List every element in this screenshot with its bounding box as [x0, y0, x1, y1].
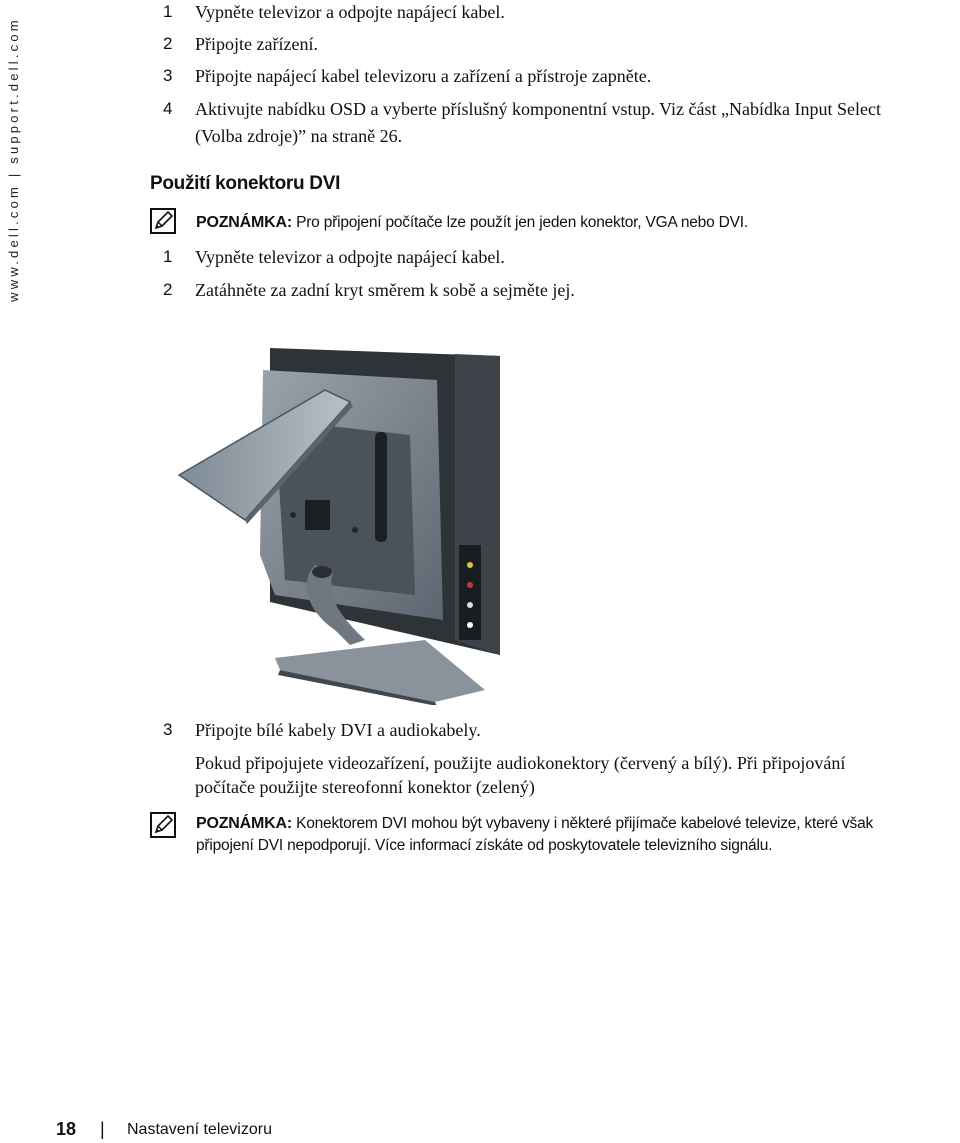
step-number: 1	[163, 2, 173, 21]
tv-back-cover-illustration	[175, 340, 510, 705]
step-text: Vypněte televizor a odpojte napájecí kabel.	[195, 2, 505, 22]
step-text: Aktivujte nabídku OSD a vyberte příslušný komponentní vstup. Viz část „Nabídka Input Select	[195, 99, 881, 119]
step-top-4-continuation: (Volba zdroje)” na straně 26.	[195, 126, 403, 146]
note-text: Konektorem DVI mohou být vybaveny i některé přijímače kabelové televize, které však	[296, 815, 874, 832]
step-text: Připojte zařízení.	[195, 34, 318, 54]
step-number: 4	[163, 99, 173, 118]
step-number: 1	[163, 247, 173, 266]
note-2-line-2: připojení DVI nepodporují. Více informací získáte od poskytovatele televizního signálu.	[196, 837, 773, 854]
step-3-detail-line-1: Pokud připojujete videozařízení, použijte audiokonektory (červený a bílý). Při připojování	[195, 753, 846, 773]
step-text: Připojte napájecí kabel televizoru a zařízení a přístroje zapněte.	[195, 66, 652, 86]
note-pencil-icon	[150, 208, 176, 234]
step-number: 3	[163, 720, 173, 739]
note-1	[196, 212, 748, 234]
step-text: Připojte bílé kabely DVI a audiokabely.	[195, 720, 481, 740]
footer-title: Nastavení televizoru	[127, 1121, 272, 1138]
note-pencil-icon	[150, 812, 176, 838]
step-number: 3	[163, 66, 173, 85]
step-number: 2	[163, 280, 173, 299]
step-number: 2	[163, 34, 173, 53]
note-label: POZNÁMKA:	[196, 214, 292, 231]
note-label: POZNÁMKA:	[196, 815, 292, 832]
step-3-detail-line-2: počítače použijte stereofonní konektor (zelený)	[195, 777, 535, 797]
step-text: Zatáhněte za zadní kryt směrem k sobě a sejměte jej.	[195, 280, 575, 300]
page-number: 18	[56, 1119, 77, 1139]
footer-separator: |	[100, 1119, 105, 1139]
section-heading: Použití konektoru DVI	[150, 173, 341, 194]
side-url-text: www.dell.com | support.dell.com	[5, 16, 21, 302]
step-text: Vypněte televizor a odpojte napájecí kabel.	[195, 247, 505, 267]
note-2-line-1	[196, 813, 873, 835]
side-url	[2, 4, 24, 314]
note-text: Pro připojení počítače lze použít jen jeden konektor, VGA nebo DVI.	[296, 214, 748, 231]
